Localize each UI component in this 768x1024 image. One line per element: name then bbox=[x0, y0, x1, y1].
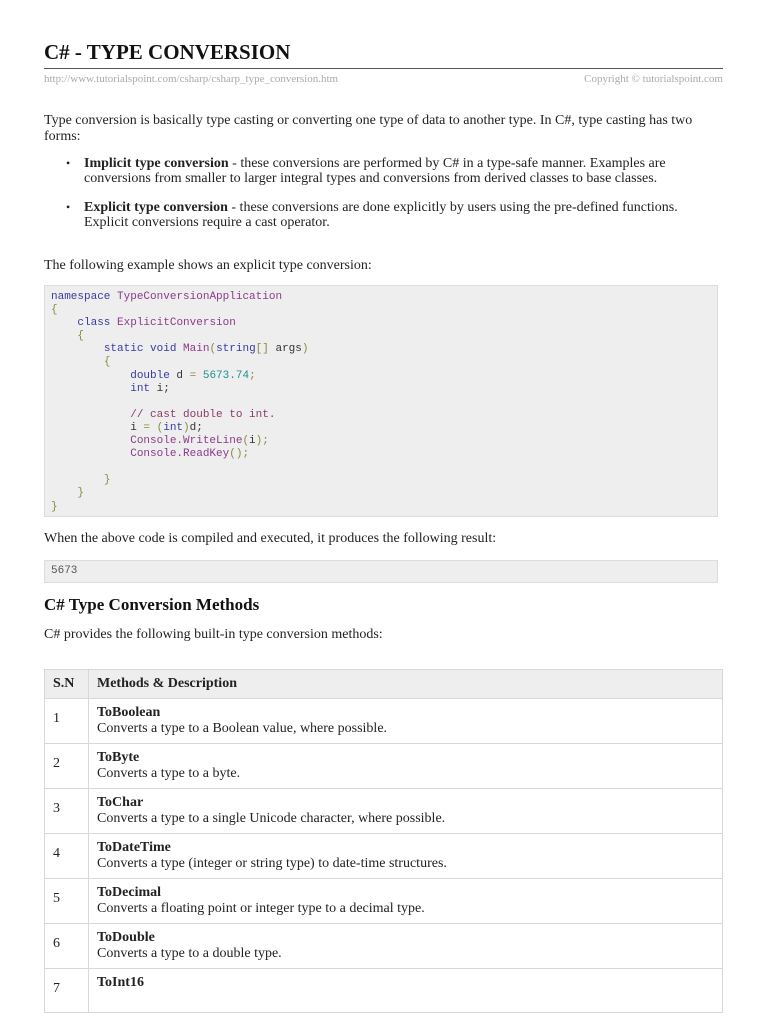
methods-table bbox=[44, 669, 723, 1013]
methods-intro: C# provides the following built-in type conversion methods: bbox=[44, 627, 383, 642]
method-name: ToInt16 bbox=[97, 975, 144, 990]
code-token: namespace bbox=[51, 291, 111, 303]
bullet-icon: • bbox=[66, 156, 71, 170]
list-item-term: Explicit type conversion bbox=[84, 200, 228, 215]
code-token: int bbox=[163, 421, 184, 434]
method-description: Converts a type (integer or string type) to date-time structures. bbox=[97, 856, 447, 871]
example-intro: The following example shows an explicit type conversion: bbox=[44, 258, 372, 273]
code-token: i bbox=[130, 421, 144, 434]
method-name: ToByte bbox=[97, 750, 140, 765]
conversion-forms-list bbox=[44, 156, 724, 244]
method-description: Converts a floating point or integer type to a decimal type. bbox=[97, 901, 425, 916]
code-token: Main bbox=[183, 343, 210, 356]
code-token: TypeConversionApplication bbox=[117, 291, 283, 303]
list-item bbox=[44, 200, 724, 230]
source-url[interactable]: http://www.tutorialspoint.com/csharp/csharp_type_conversion.htm bbox=[44, 73, 339, 85]
code-token: args bbox=[275, 343, 302, 356]
row-number: 2 bbox=[45, 744, 89, 789]
method-name: ToDouble bbox=[97, 930, 155, 945]
method-cell bbox=[89, 879, 723, 924]
table-row bbox=[45, 834, 723, 879]
method-name: ToBoolean bbox=[97, 705, 161, 720]
method-name: ToChar bbox=[97, 795, 144, 810]
list-item-term: Implicit type conversion bbox=[84, 156, 229, 171]
code-comment: // cast double to int. bbox=[130, 408, 276, 421]
method-cell bbox=[89, 699, 723, 744]
method-cell bbox=[89, 969, 723, 1013]
intro-paragraph: Type conversion is basically type casting or converting one type of data to another type. In C#, type casting has two forms: bbox=[44, 113, 693, 144]
code-token: ExplicitConversion bbox=[117, 317, 236, 330]
list-item-text: - these conversions are performed by C# in a type-safe manner. Examples are conversions from smaller to larger integral types and conversions from derived classes to base classes. bbox=[84, 156, 666, 186]
list-item-text: - these conversions are done explicitly by users using the pre-defined functions. Explicit conversions require a cast operator. bbox=[84, 200, 678, 230]
row-number: 1 bbox=[45, 699, 89, 744]
section-heading: C# Type Conversion Methods bbox=[44, 595, 260, 614]
row-number: 5 bbox=[45, 879, 89, 924]
table-row bbox=[45, 924, 723, 969]
method-name: ToDateTime bbox=[97, 840, 171, 855]
method-cell bbox=[89, 834, 723, 879]
output-block: 5673 bbox=[44, 560, 718, 583]
title-divider bbox=[44, 68, 723, 69]
code-token: static void bbox=[103, 343, 177, 356]
code-token: double bbox=[130, 369, 170, 382]
row-number: 6 bbox=[45, 924, 89, 969]
result-intro: When the above code is compiled and executed, it produces the following result: bbox=[44, 531, 497, 546]
table-row bbox=[45, 969, 723, 1013]
method-description: Converts a type to a byte. bbox=[97, 766, 241, 781]
method-cell bbox=[89, 744, 723, 789]
code-token: Console.ReadKey bbox=[130, 448, 230, 461]
row-number: 3 bbox=[45, 789, 89, 834]
code-token: class bbox=[77, 317, 111, 330]
code-token: d; bbox=[189, 421, 203, 434]
table-row bbox=[45, 789, 723, 834]
code-block: namespace TypeConversionApplication { class ExplicitConversion { static void Main(string[] args) { double d = 5673.74; int i; // cast double to int. i = (int)d; Console.WriteLine(i); Console.ReadKey(); } } } bbox=[44, 285, 718, 517]
code-token: i; bbox=[150, 382, 170, 395]
methods-table-container bbox=[44, 669, 723, 996]
code-token: [] bbox=[255, 343, 269, 356]
method-cell bbox=[89, 924, 723, 969]
list-item bbox=[44, 156, 724, 186]
table-row bbox=[45, 699, 723, 744]
code-token: d bbox=[169, 369, 190, 382]
code-token: i bbox=[249, 435, 256, 448]
bullet-icon: • bbox=[66, 200, 71, 214]
column-header-methods: Methods & Description bbox=[89, 670, 723, 699]
code-token: int bbox=[130, 382, 151, 395]
page-title: C# - TYPE CONVERSION bbox=[44, 40, 291, 64]
row-number: 7 bbox=[45, 969, 89, 1013]
method-cell bbox=[89, 789, 723, 834]
method-name: ToDecimal bbox=[97, 885, 162, 900]
code-token: 5673.74 bbox=[202, 369, 250, 382]
row-number: 4 bbox=[45, 834, 89, 879]
method-description: Converts a type to a Boolean value, where possible. bbox=[97, 721, 388, 736]
method-description: Converts a type to a single Unicode character, where possible. bbox=[97, 811, 446, 826]
table-header-row bbox=[45, 670, 723, 699]
column-header-sn: S.N bbox=[45, 670, 89, 699]
method-description: Converts a type to a double type. bbox=[97, 946, 282, 961]
code-token: string bbox=[216, 343, 256, 356]
table-row bbox=[45, 879, 723, 924]
table-row bbox=[45, 744, 723, 789]
copyright-notice: Copyright © tutorialspoint.com bbox=[584, 73, 723, 85]
code-token: Console.WriteLine bbox=[130, 435, 243, 448]
